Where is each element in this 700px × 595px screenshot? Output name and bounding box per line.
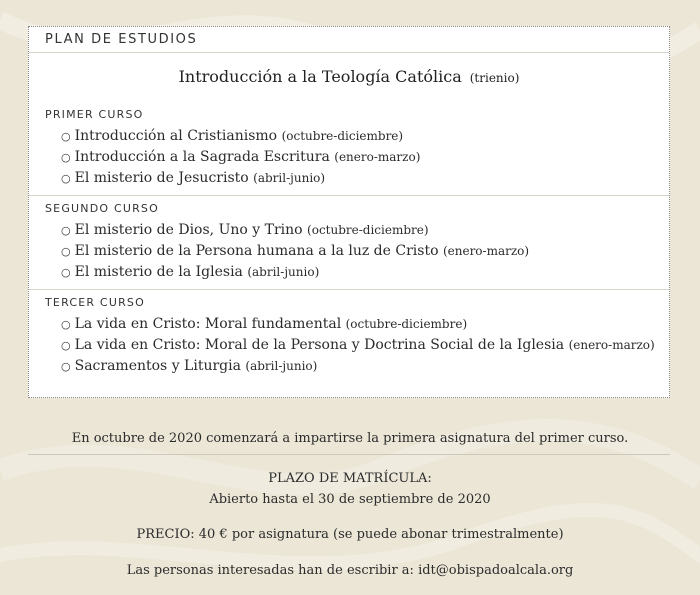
circle-bullet-icon: ○ [61, 151, 71, 164]
enrollment-title: PLAZO DE MATRÍCULA: [268, 471, 432, 486]
subject-item [45, 147, 669, 168]
subject-name: El misterio de Jesucristo [74, 170, 249, 186]
course-section-third [29, 290, 669, 383]
course-section-second [29, 196, 669, 290]
subject-name: El misterio de la Persona humana a la luz de Cristo [74, 243, 439, 259]
subject-item [45, 126, 669, 147]
subject-name: La vida en Cristo: Moral fundamental [74, 316, 342, 332]
subject-name: Introducción a la Sagrada Escritura [74, 149, 330, 165]
subject-item [45, 220, 669, 241]
course-label: TERCER CURSO [45, 296, 145, 309]
circle-bullet-icon: ○ [61, 224, 71, 237]
subject-name: Introducción al Cristianismo [74, 128, 278, 144]
enrollment-detail: Abierto hasta el 30 de septiembre de 2020 [209, 492, 491, 507]
panel-header [29, 27, 669, 53]
contact-info: Las personas interesadas han de escribir a: idt@obispadoalcala.org [126, 563, 574, 578]
study-plan-panel [28, 26, 670, 398]
panel-header-label: PLAN DE ESTUDIOS [45, 32, 198, 47]
subject-item [45, 356, 669, 377]
subject-name: El misterio de la Iglesia [74, 264, 243, 280]
start-note: En octubre de 2020 comenzará a impartirse la primera asignatura del primer curso. [71, 431, 629, 446]
subject-item [45, 314, 669, 335]
circle-bullet-icon: ○ [61, 130, 71, 143]
subject-name: La vida en Cristo: Moral de la Persona y Doctrina Social de la Iglesia [74, 337, 565, 353]
circle-bullet-icon: ○ [61, 172, 71, 185]
subject-period: (octubre-diciembre) [345, 317, 468, 331]
subject-item [45, 241, 669, 262]
program-title [29, 67, 669, 86]
subject-item [45, 335, 669, 356]
subject-period: (abril-junio) [245, 359, 318, 373]
subject-period: (octubre-diciembre) [281, 129, 404, 143]
subject-period: (enero-marzo) [334, 150, 421, 164]
subject-item [45, 168, 669, 189]
circle-bullet-icon: ○ [61, 266, 71, 279]
course-label: PRIMER CURSO [45, 108, 144, 121]
subject-period: (abril-junio) [247, 265, 320, 279]
circle-bullet-icon: ○ [61, 245, 71, 258]
program-subtitle: (trienio) [469, 71, 520, 85]
subject-name: El misterio de Dios, Uno y Trino [74, 222, 303, 238]
subject-name: Sacramentos y Liturgia [74, 358, 241, 374]
subject-period: (octubre-diciembre) [307, 223, 429, 237]
subject-period: (abril-junio) [253, 171, 326, 185]
subject-period: (enero-marzo) [442, 244, 530, 258]
course-section-first [29, 102, 669, 196]
course-label: SEGUNDO CURSO [45, 202, 159, 215]
program-title-text: Introducción a la Teología Católica [178, 67, 462, 86]
circle-bullet-icon: ○ [61, 339, 71, 352]
price-info: PRECIO: 40 € por asignatura (se puede abonar trimestralmente) [136, 527, 564, 542]
subject-period: (enero-marzo) [568, 338, 655, 352]
circle-bullet-icon: ○ [61, 318, 71, 331]
circle-bullet-icon: ○ [61, 360, 71, 373]
subject-item [45, 262, 669, 283]
divider [28, 454, 670, 455]
